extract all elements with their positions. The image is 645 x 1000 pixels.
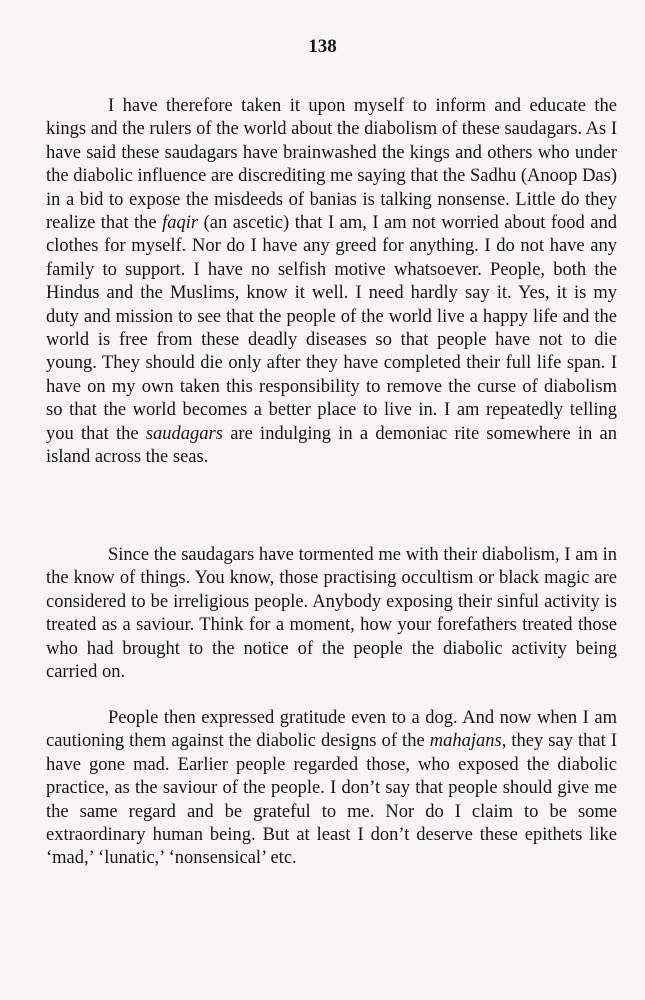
paragraph-2-text: Since the saudagars have tormented me with their diabolism, I am in the know of things. You know, those practising occultism or black magic are considered to be irreligious people. Anybody exposing their sinful activity is treated as a saviour. Think for a moment, how your forefathers treated those who had brought to the notice of the people the diabolic activity being carried on. [46,545,617,683]
paragraph-2 [46,544,617,684]
page-number: 138 [308,36,337,57]
paragraph-1-term-saudagars: saudagars [145,423,223,444]
paragraph-3 [46,707,617,871]
paragraph-1-term-faqir: faqir [162,213,199,234]
paragraph-3-text-b: , they say that I have gone mad. Earlier people regarded those, who exposed the diabolic practice, as the saviour of the people. I don’t say that people should give me the same regard and be grateful to me. Nor do I claim to be some extraordinary human being. But at least I don’t deserve these epithets like ‘mad,’ ‘lunatic,’ ‘nonsensical’ etc. [46,731,617,869]
paragraph-3-text-a: People then expressed gratitude even to a dog. And now when I am cautioning them against the diabolic designs of the [46,708,617,752]
paragraph-1-text-c: are indulging in a demoniac rite somewhere in an island across the seas. [46,423,618,468]
paragraph-1-text-a: I have therefore taken it upon myself to inform and educate the kings and the rulers of the world about the diabolism of these saudagars. As I have said these saudagars have brainwashed the kings and others who under the diabolic influence are discrediting me saying that the Sadhu (Anoop Das) in a bid to expose the misdeeds of banias is talking nonsense. Little do they realize that the [46,96,617,234]
paragraph-1 [46,95,617,470]
paragraph-1-text-b: (an ascetic) that I am, I am not worried about food and clothes for myself. Nor do I have any greed for anything. I do not have any family to support. I have no selfish motive whatsoever. People, both the Hindus and the Muslims, know it well. I need hardly say it. Yes, it is my duty and mission to see that the people of the world live a happy life and the world is free from these deadly diseases so that people have not to die young. They should die only after they have completed their full life span. I have on my own taken this responsibility to remove the curse of diabolism so that the world becomes a better place to live in. I am repeatedly telling you that the [46,213,617,444]
paragraph-3-term-mahajans: mahajans [429,731,502,752]
